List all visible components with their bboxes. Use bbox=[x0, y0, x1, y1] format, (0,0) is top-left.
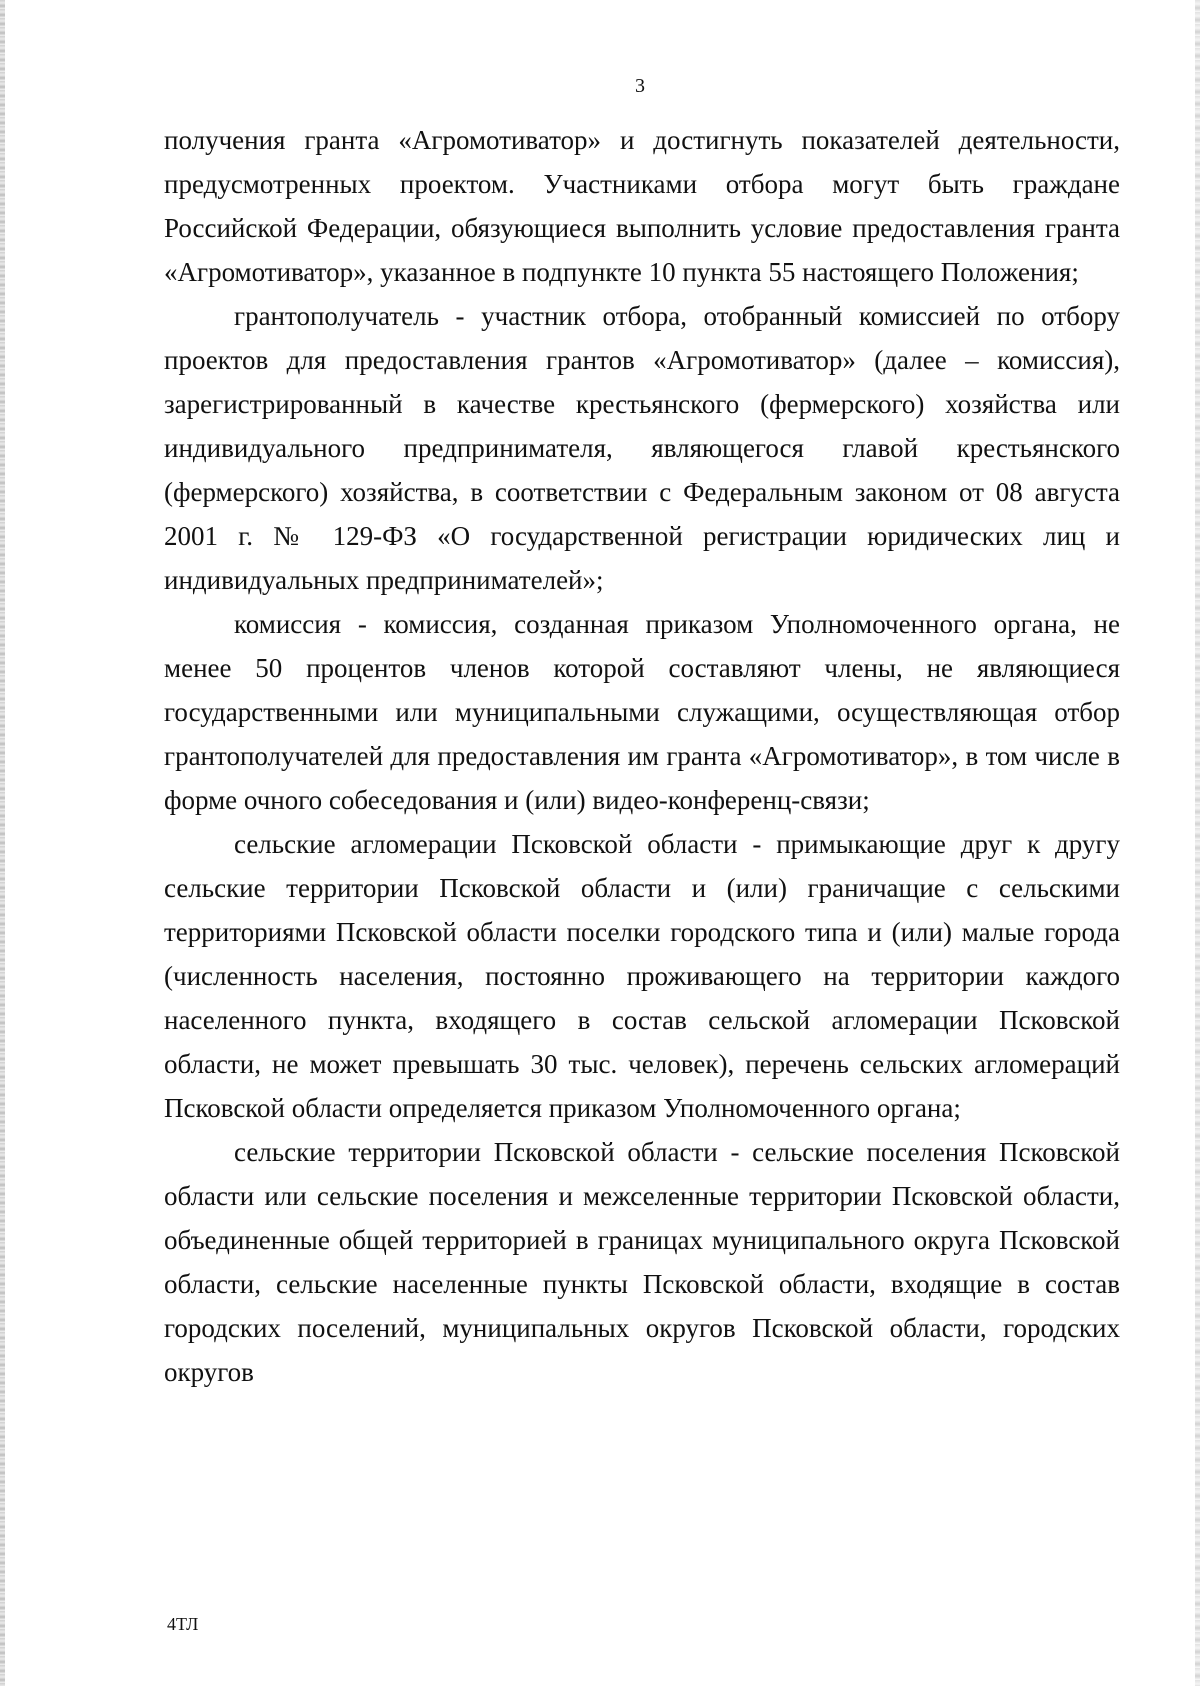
page-number: 3 bbox=[635, 75, 645, 97]
paragraph-commission-definition: комиссия - комиссия, созданная приказом Уполномоченного органа, не менее 50 процентов членов которой составляют члены, не являющиеся государственными или муниципальными служащими, осуществляющая отбор грантополучателей для предоставления им гранта «Агромотиватор», в том числе в форме очного собеседования и (или) видео-конференц-связи; bbox=[164, 609, 1120, 815]
document-body bbox=[164, 118, 1120, 1394]
scan-edge-left bbox=[0, 0, 5, 1686]
paragraph-grantee-definition: грантополучатель - участник отбора, отобранный комиссией по отбору проектов для предоставления грантов «Агромотиватор» (далее – комиссия), зарегистрированный в качестве крестьянского (фермерского) хозяйства или индивидуального предпринимателя, являющегося главой крестьянского (фермерского) хозяйства, в соответствии с Федеральным законом от 08 августа 2001 г. № 129-ФЗ «О государственной регистрации юридических лиц и индивидуальных предпринимателей»; bbox=[164, 301, 1120, 595]
paragraph-rural-territories-definition: сельские территории Псковской области - сельские поселения Псковской области или сельские поселения и межселенные территории Псковской области, объединенные общей территорией в границах муниципального округа Псковской области, сельские населенные пункты Псковской области, входящие в состав городских поселений, муниципальных округов Псковской области, городских округов bbox=[164, 1137, 1120, 1387]
footer-document-code: 4ТЛ bbox=[167, 1614, 199, 1634]
paragraph-continuation: получения гранта «Агромотиватор» и достигнуть показателей деятельности, предусмотренных проектом. Участниками отбора могут быть граждане Российской Федерации, обязующиеся выполнить условие предоставления гранта «Агромотиватор», указанное в подпункте 10 пункта 55 настоящего Положения; bbox=[164, 125, 1120, 287]
paragraph-rural-agglomerations-definition: сельские агломерации Псковской области - примыкающие друг к другу сельские территории Псковской области и (или) граничащие с сельскими территориями Псковской области поселки городского типа и (или) малые города (численность населения, постоянно проживающего на территории каждого населенного пункта, входящего в состав сельской агломерации Псковской области, не может превышать 30 тыс. человек), перечень сельских агломераций Псковской области определяется приказом Уполномоченного органа; bbox=[164, 829, 1120, 1123]
scan-edge-right bbox=[1195, 0, 1200, 1686]
